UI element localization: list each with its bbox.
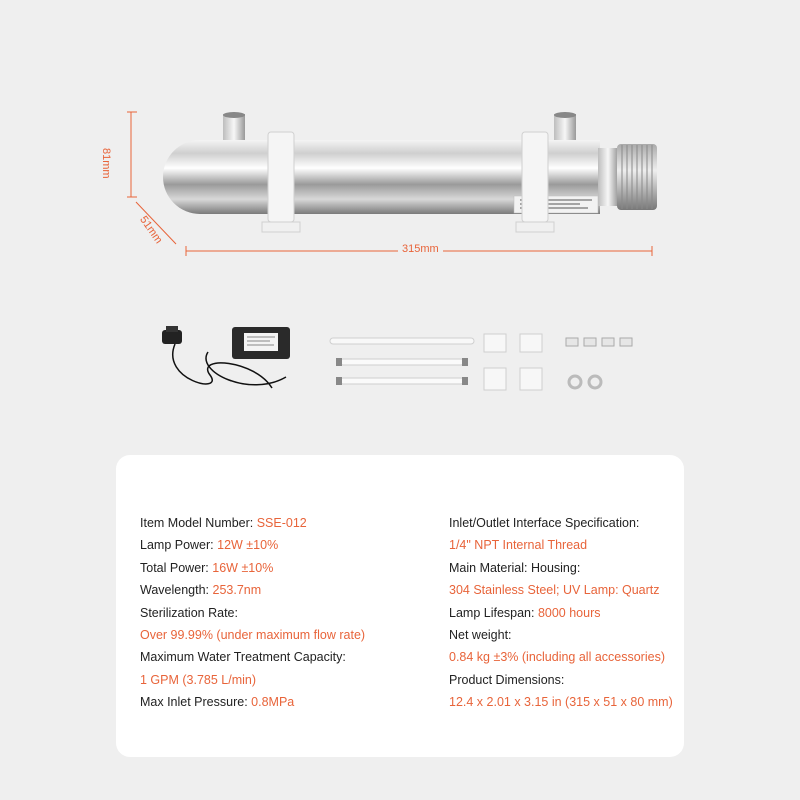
spec-value: SSE-012: [256, 516, 307, 530]
spec-value: 1 GPM (3.785 L/min): [140, 672, 257, 687]
quartz-sleeve: [330, 338, 474, 344]
spec-label: Lamp Lifespan:: [449, 605, 538, 620]
spec-value: 8000 hours: [537, 605, 601, 620]
uv-lamp-1: [336, 358, 468, 366]
specifications-card: [116, 455, 684, 757]
mounting-clip-right: [516, 132, 554, 232]
spec-value: 0.84 kg ±3% (including all accessories): [449, 650, 665, 665]
spec-label: Item Model Number:: [140, 516, 257, 530]
specs-left-column: [140, 512, 410, 714]
spec-capacity-value: [140, 669, 410, 691]
spec-label: Maximum Water Treatment Capacity:: [140, 650, 346, 665]
spec-total-power: [140, 557, 410, 579]
spec-capacity-label: [140, 646, 410, 668]
spec-label: Inlet/Outlet Interface Specification:: [449, 516, 640, 530]
uv-lamp-2: [336, 377, 468, 385]
spec-value: 304 Stainless Steel; UV Lamp: Quartz: [449, 583, 660, 598]
spec-value: Over 99.99% (under maximum flow rate): [140, 627, 366, 642]
spec-model: [140, 512, 410, 534]
spec-sterilization-value: [140, 624, 410, 646]
specs-right-column: [449, 512, 679, 714]
height-label: 81mm: [100, 148, 112, 179]
inlet-port: [223, 112, 245, 142]
uv-housing: [163, 140, 657, 214]
outlet-port: [554, 112, 576, 142]
spec-material-value: [449, 579, 679, 601]
spec-label: Max Inlet Pressure:: [140, 695, 252, 710]
o-rings: [569, 376, 601, 388]
mounting-clip-left: [262, 132, 300, 232]
spec-label: Total Power:: [140, 560, 213, 575]
spec-weight-label: [449, 624, 679, 646]
spec-label: Sterilization Rate:: [140, 605, 238, 620]
spec-label: Wavelength:: [140, 583, 213, 598]
spec-wavelength: [140, 579, 410, 601]
spec-value: 12.4 x 2.01 x 3.15 in (315 x 51 x 80 mm): [449, 695, 673, 710]
fittings: [566, 338, 632, 346]
spec-value: 16W ±10%: [212, 560, 274, 575]
spec-sterilization-label: [140, 602, 410, 624]
length-label: 315mm: [398, 243, 443, 255]
spec-interface-value: [449, 534, 679, 556]
spec-dims-label: [449, 669, 679, 691]
spec-value: 12W ±10%: [217, 538, 279, 553]
spec-value: 1/4" NPT Internal Thread: [449, 538, 588, 553]
height-dimension: [127, 112, 137, 197]
ballast-with-cord: [162, 326, 290, 388]
spec-pressure: [140, 691, 410, 713]
spec-interface-label: [449, 512, 679, 534]
depth-label: 51mm: [137, 214, 165, 246]
spec-material-label: [449, 557, 679, 579]
spec-value: 0.8MPa: [251, 695, 295, 710]
spec-label: Main Material: Housing:: [449, 560, 581, 575]
spec-dims-value: [449, 691, 679, 713]
spec-label: Product Dimensions:: [449, 672, 565, 687]
spec-lifespan: [449, 602, 679, 624]
spare-clips: [484, 334, 542, 390]
spec-label: Lamp Power:: [140, 538, 218, 553]
spec-weight-value: [449, 646, 679, 668]
spec-label: Net weight:: [449, 627, 512, 642]
spec-value: 253.7nm: [212, 583, 262, 598]
spec-lamp-power: [140, 534, 410, 556]
